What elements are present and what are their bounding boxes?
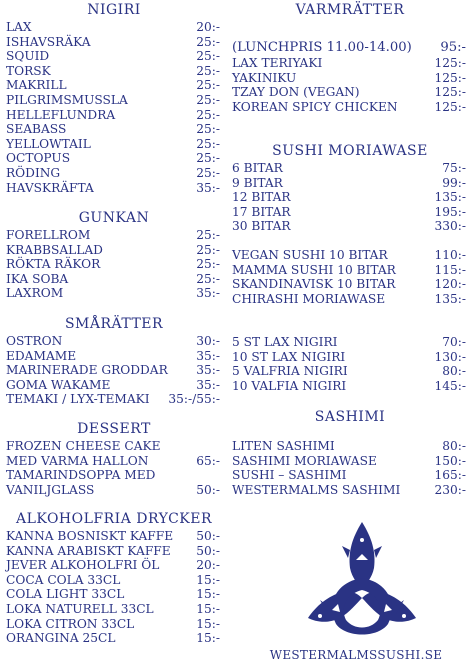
section-moriawase <box>232 143 468 234</box>
menu-item-name: ORANGINA 25CL <box>6 631 116 646</box>
menu-item-name: MED VARMA HALLON <box>6 453 149 468</box>
menu-item <box>6 78 222 93</box>
menu-item-name: LAX TERIYAKI <box>232 56 323 70</box>
menu-item-price: 230:- <box>434 482 466 497</box>
menu-item-name: IKA SOBA <box>6 271 69 286</box>
menu-item <box>6 378 222 393</box>
menu-item <box>6 439 222 454</box>
menu-item-price: 25:- <box>196 49 220 64</box>
menu-item-price: 15:- <box>196 631 220 646</box>
menu-item <box>6 93 222 108</box>
menu-item-name: VANILJGLASS <box>6 482 95 497</box>
menu-item-name: RÖKTA RÄKOR <box>6 257 101 272</box>
menu-item-name: LOKA NATURELL 33CL <box>6 601 154 616</box>
menu-item <box>6 529 222 544</box>
menu-item-name: KOREAN SPICY CHICKEN <box>232 99 398 114</box>
menu-item <box>6 166 222 181</box>
menu-item-price: 99:- <box>442 175 466 190</box>
menu-item <box>232 56 468 71</box>
section-title-dessert: DESSERT <box>77 421 151 437</box>
menu-item <box>6 573 222 588</box>
menu-item <box>6 587 222 602</box>
menu-item-name: COLA LIGHT 33CL <box>6 587 125 602</box>
menu-item <box>6 558 222 573</box>
menu-item <box>6 363 222 378</box>
menu-item <box>6 108 222 123</box>
menu-item <box>232 161 468 176</box>
menu-item <box>232 483 468 498</box>
section-title-varmratter: VARMRÄTTER <box>295 2 405 18</box>
menu-item-price: 80:- <box>442 439 466 453</box>
menu-item <box>6 122 222 137</box>
menu-item-name: COCA COLA 33CL <box>6 572 121 587</box>
menu-item <box>232 71 468 86</box>
menu-item <box>6 286 222 301</box>
menu-item <box>232 468 468 483</box>
section-title-sashimi: SASHIMI <box>314 409 386 425</box>
website-link[interactable]: WESTERMALMSSUSHI.SE <box>269 648 443 662</box>
menu-item <box>6 617 222 632</box>
menu-item-name: 5 ST LAX NIGIRI <box>232 335 338 349</box>
section-sashimi <box>232 409 468 497</box>
menu-item-name: 10 VALFIA NIGIRI <box>232 378 347 393</box>
menu-item <box>6 243 222 258</box>
menu-item-price: 25:- <box>196 151 220 166</box>
section-title-nigiri: NIGIRI <box>87 2 141 18</box>
menu-item-price: 75:- <box>442 161 466 175</box>
menu-item-name: TORSK <box>6 63 51 78</box>
menu-item-price: 25:- <box>196 78 220 93</box>
menu-item-price: 25:- <box>196 242 220 257</box>
menu-item <box>232 454 468 469</box>
menu-item-price: 25:- <box>196 107 220 122</box>
menu-item-price: 30:- <box>196 334 220 348</box>
menu-item-price: 20:- <box>196 20 220 34</box>
menu-item-name: KANNA ARABISKT KAFFE <box>6 543 171 558</box>
menu-item-price: 35:- <box>196 363 220 378</box>
menu-item-name: TZAY DON (VEGAN) <box>232 85 360 100</box>
menu-item-price: 35:- <box>196 348 220 363</box>
section-title-smaratter: SMÅRÄTTER <box>64 316 164 332</box>
menu-item-name: 5 VALFRIA NIGIRI <box>232 364 348 379</box>
menu-item-price: 50:- <box>196 482 220 497</box>
menu-item-name: ISHAVSRÄKA <box>6 34 91 49</box>
lunch-price: 95:- <box>440 40 466 55</box>
menu-item <box>232 335 468 350</box>
lunch-label: (LUNCHPRIS 11.00-14.00) <box>232 40 412 55</box>
menu-item <box>6 257 222 272</box>
menu-item-name: KRABBSALLAD <box>6 242 103 257</box>
menu-item-name: MAKRILL <box>6 78 67 93</box>
menu-item <box>6 35 222 50</box>
menu-item-price: 50:- <box>196 543 220 558</box>
menu-item-name: TAMARINDSOPPA MED <box>6 468 156 483</box>
menu-item <box>232 176 468 191</box>
menu-item <box>6 181 222 196</box>
menu-item-name: YELLOWTAIL <box>6 136 91 151</box>
menu-item-price: 145:- <box>434 378 466 393</box>
menu-item-price: 25:- <box>196 122 220 137</box>
menu-item <box>6 64 222 79</box>
menu-item-price: 135:- <box>434 291 466 306</box>
menu-item-price: 125:- <box>434 99 466 114</box>
menu-item-price: 25:- <box>196 165 220 180</box>
menu-item-name: GOMA WAKAME <box>6 377 111 392</box>
varmratter-list <box>232 56 468 114</box>
section-gunkan <box>6 210 222 301</box>
menu-item-price: 125:- <box>434 70 466 85</box>
menu-item-price: 115:- <box>434 262 466 277</box>
menu-item-name: FROZEN CHEESE CAKE <box>6 439 161 453</box>
section-nigiri <box>6 2 222 195</box>
menu-item-name: VEGAN SUSHI 10 BITAR <box>232 248 388 262</box>
menu-item-price: 135:- <box>434 190 466 205</box>
menu-item-price: 25:- <box>196 63 220 78</box>
menu-item-name: RÖDING <box>6 165 61 180</box>
menu-item-price: 20:- <box>196 558 220 573</box>
menu-item-name: CHIRASHI MORIAWASE <box>232 291 386 306</box>
menu-item <box>6 151 222 166</box>
lunch-price-row <box>232 40 468 56</box>
menu-item <box>232 248 468 263</box>
section-nigiri-sets <box>232 335 468 393</box>
menu-item-name: EDAMAME <box>6 348 77 363</box>
menu-item-price: 80:- <box>442 364 466 379</box>
section-dessert <box>6 421 222 497</box>
menu-item-price: 35:- <box>196 180 220 195</box>
menu-item-name: LAXROM <box>6 286 64 301</box>
menu-item-name: 12 BITAR <box>232 190 291 205</box>
menu-item-name: SQUID <box>6 49 50 64</box>
menu-item-price: 25:- <box>196 34 220 49</box>
menu-item <box>6 49 222 64</box>
menu-item-price: 50:- <box>196 529 220 543</box>
menu-item-price: 195:- <box>434 204 466 219</box>
menu-item <box>232 439 468 454</box>
menu-item <box>232 292 468 307</box>
menu-item-price: 15:- <box>196 587 220 602</box>
menu-item-price: 70:- <box>442 335 466 349</box>
menu-item-price: 125:- <box>434 85 466 100</box>
menu-item-name: OSTRON <box>6 334 63 348</box>
menu-item <box>6 631 222 646</box>
menu-item-name: 10 ST LAX NIGIRI <box>232 349 346 364</box>
menu-item-name: SKANDINAVISK 10 BITAR <box>232 277 396 292</box>
menu-item <box>6 228 222 243</box>
menu-item-price: 25:- <box>196 228 220 242</box>
menu-item <box>232 364 468 379</box>
menu-item <box>232 263 468 278</box>
menu-item-price: 65:- <box>196 453 220 468</box>
menu-item-name: YAKINIKU <box>232 70 297 85</box>
section-smaratter <box>6 316 222 407</box>
menu-item-name: 17 BITAR <box>232 204 291 219</box>
menu-item-price: 15:- <box>196 601 220 616</box>
menu-item <box>232 190 468 205</box>
menu-item-name: TEMAKI / LYX-TEMAKI <box>6 392 150 407</box>
menu-item <box>6 392 222 407</box>
menu-item-name: HELLEFLUNDRA <box>6 107 116 122</box>
menu-item <box>232 85 468 100</box>
section-drycker <box>6 511 222 646</box>
menu-item-name: WESTERMALMS SASHIMI <box>232 482 401 497</box>
menu-item <box>6 349 222 364</box>
section-title-moriawase: SUSHI MORIAWASE <box>272 143 428 159</box>
menu-item-name: LITEN SASHIMI <box>232 439 335 453</box>
menu-item <box>6 334 222 349</box>
menu-item-price: 35:- <box>196 286 220 301</box>
menu-item-price: 120:- <box>434 277 466 292</box>
menu-item-name: KANNA BOSNISKT KAFFE <box>6 529 174 543</box>
menu-item-price: 125:- <box>434 56 466 70</box>
triple-fish-knot-logo-icon <box>306 520 418 640</box>
menu-item-price: 15:- <box>196 572 220 587</box>
menu-item-price: 150:- <box>434 453 466 468</box>
menu-item-price: 330:- <box>434 219 466 234</box>
menu-item <box>232 277 468 292</box>
section-title-drycker: ALKOHOLFRIA DRYCKER <box>15 511 213 527</box>
menu-item <box>232 205 468 220</box>
menu-item-name: 9 BITAR <box>232 175 283 190</box>
menu-item-name: JEVER ALKOHOLFRI ÖL <box>6 558 160 573</box>
menu-item-name: FORELLROM <box>6 228 91 242</box>
menu-item <box>232 100 468 115</box>
menu-item-price: 25:- <box>196 92 220 107</box>
menu-item <box>6 272 222 287</box>
menu-item-name: 30 BITAR <box>232 219 291 234</box>
menu-item-price: 25:- <box>196 271 220 286</box>
menu-item-name: OCTOPUS <box>6 151 71 166</box>
menu-item <box>6 544 222 559</box>
section-varmratter <box>232 2 468 114</box>
menu-item-price: 35:-/55:- <box>168 392 220 407</box>
menu-item <box>6 20 222 35</box>
menu-item-name: SEABASS <box>6 122 67 137</box>
section-title-gunkan: GUNKAN <box>78 210 150 226</box>
menu-item-price: 35:- <box>196 377 220 392</box>
menu-item-price: 25:- <box>196 257 220 272</box>
menu-item <box>232 350 468 365</box>
menu-item-name: SUSHI – SASHIMI <box>232 468 347 483</box>
menu-item-name: LOKA CITRON 33CL <box>6 616 135 631</box>
menu-item <box>6 137 222 152</box>
menu-item-name: 6 BITAR <box>232 161 283 175</box>
menu-item <box>6 468 222 483</box>
menu-item <box>6 454 222 469</box>
menu-item-name: SASHIMI MORIAWASE <box>232 453 377 468</box>
menu-item-name: LAX <box>6 20 32 34</box>
menu-item-price: 130:- <box>434 349 466 364</box>
menu-item <box>6 602 222 617</box>
menu-item-price: 165:- <box>434 468 466 483</box>
menu-item-name: PILGRIMSMUSSLA <box>6 92 128 107</box>
menu-item-price: 110:- <box>434 248 466 262</box>
menu-item-name: MAMMA SUSHI 10 BITAR <box>232 262 396 277</box>
menu-item-price: 15:- <box>196 616 220 631</box>
menu-item-name: MARINERADE GRODDAR <box>6 363 168 378</box>
menu-item <box>232 379 468 394</box>
menu-item-name: HAVSKRÄFTA <box>6 180 94 195</box>
menu-item <box>232 219 468 234</box>
menu-item <box>6 483 222 498</box>
menu-item-price: 25:- <box>196 136 220 151</box>
section-special <box>232 248 468 306</box>
